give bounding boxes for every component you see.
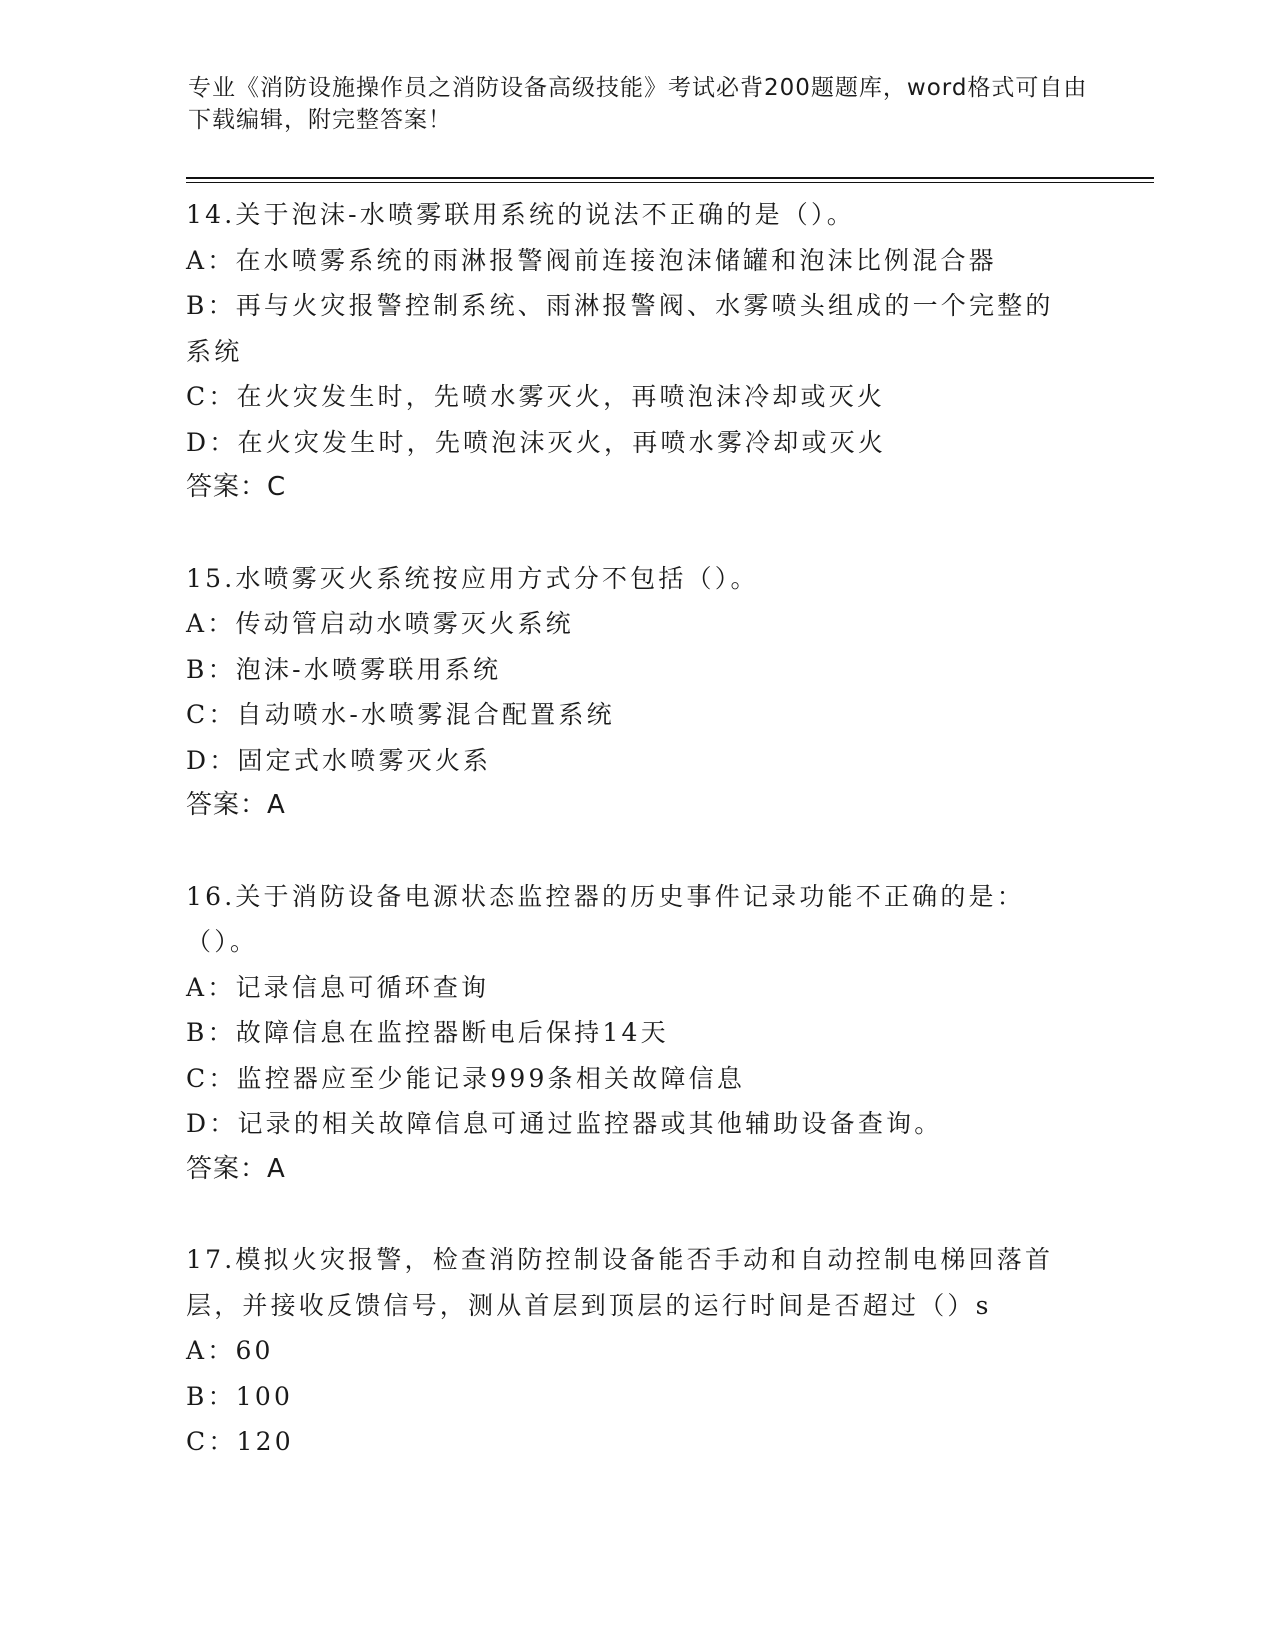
answer: 答案：A [186,1153,286,1184]
header-divider-thin [186,182,1154,183]
question-stem: 16.关于消防设备电源状态监控器的历史事件记录功能不正确的是：（）。 [186,881,1025,956]
question-16 [186,874,1086,1193]
answer: 答案：A [186,790,286,820]
question-stem: 17.模拟火灾报警，检查消防控制设备能否手动和自动控制电梯回落首层，并接收反馈信号，测从首层到顶层的运行时间是否超过（）s [186,1245,1054,1320]
question-17 [186,1237,1086,1465]
option-d: D：在火灾发生时，先喷泡沫灭火，再喷水雾冷却或灭火 [186,427,887,457]
option-b: B：泡沫-水喷雾联用系统 [186,654,502,684]
option-b: B：故障信息在监控器断电后保持14天 [186,1018,669,1047]
option-b: B：100 [186,1381,294,1411]
answer: 答案：C [186,472,287,502]
option-c: C：自动喷水-水喷雾混合配置系统 [186,700,615,729]
option-d: D：记录的相关故障信息可通过监控器或其他辅助设备查询。 [186,1109,943,1138]
question-stem: 15.水喷雾灭火系统按应用方式分不包括（）。 [186,563,759,593]
header-divider-thick [186,177,1154,179]
option-d: D：固定式水喷雾灭火系 [186,745,492,775]
option-a: A：记录信息可循环查询 [186,972,490,1002]
option-a: A：传动管启动水喷雾灭火系统 [186,609,574,638]
question-15 [186,556,1086,829]
question-stem: 14.关于泡沫-水喷雾联用系统的说法不正确的是（）。 [186,200,855,229]
option-a: A：在水喷雾系统的雨淋报警阀前连接泡沫储罐和泡沫比例混合器 [186,245,997,275]
question-14 [186,192,1086,511]
option-a: A：60 [186,1336,274,1365]
document-header: 专业《消防设施操作员之消防设备高级技能》考试必背200题题库，word格式可自由下载编辑，附完整答案！ [188,75,1088,133]
option-c: C：在火灾发生时，先喷水雾灭火，再喷泡沫冷却或灭火 [186,382,886,411]
option-b: B：再与火灾报警控制系统、雨淋报警阀、水雾喷头组成的一个完整的系统 [186,291,1054,366]
option-c: C：监控器应至少能记录999条相关故障信息 [186,1063,746,1093]
option-c: C：120 [186,1427,294,1456]
question-list [186,192,1086,1510]
